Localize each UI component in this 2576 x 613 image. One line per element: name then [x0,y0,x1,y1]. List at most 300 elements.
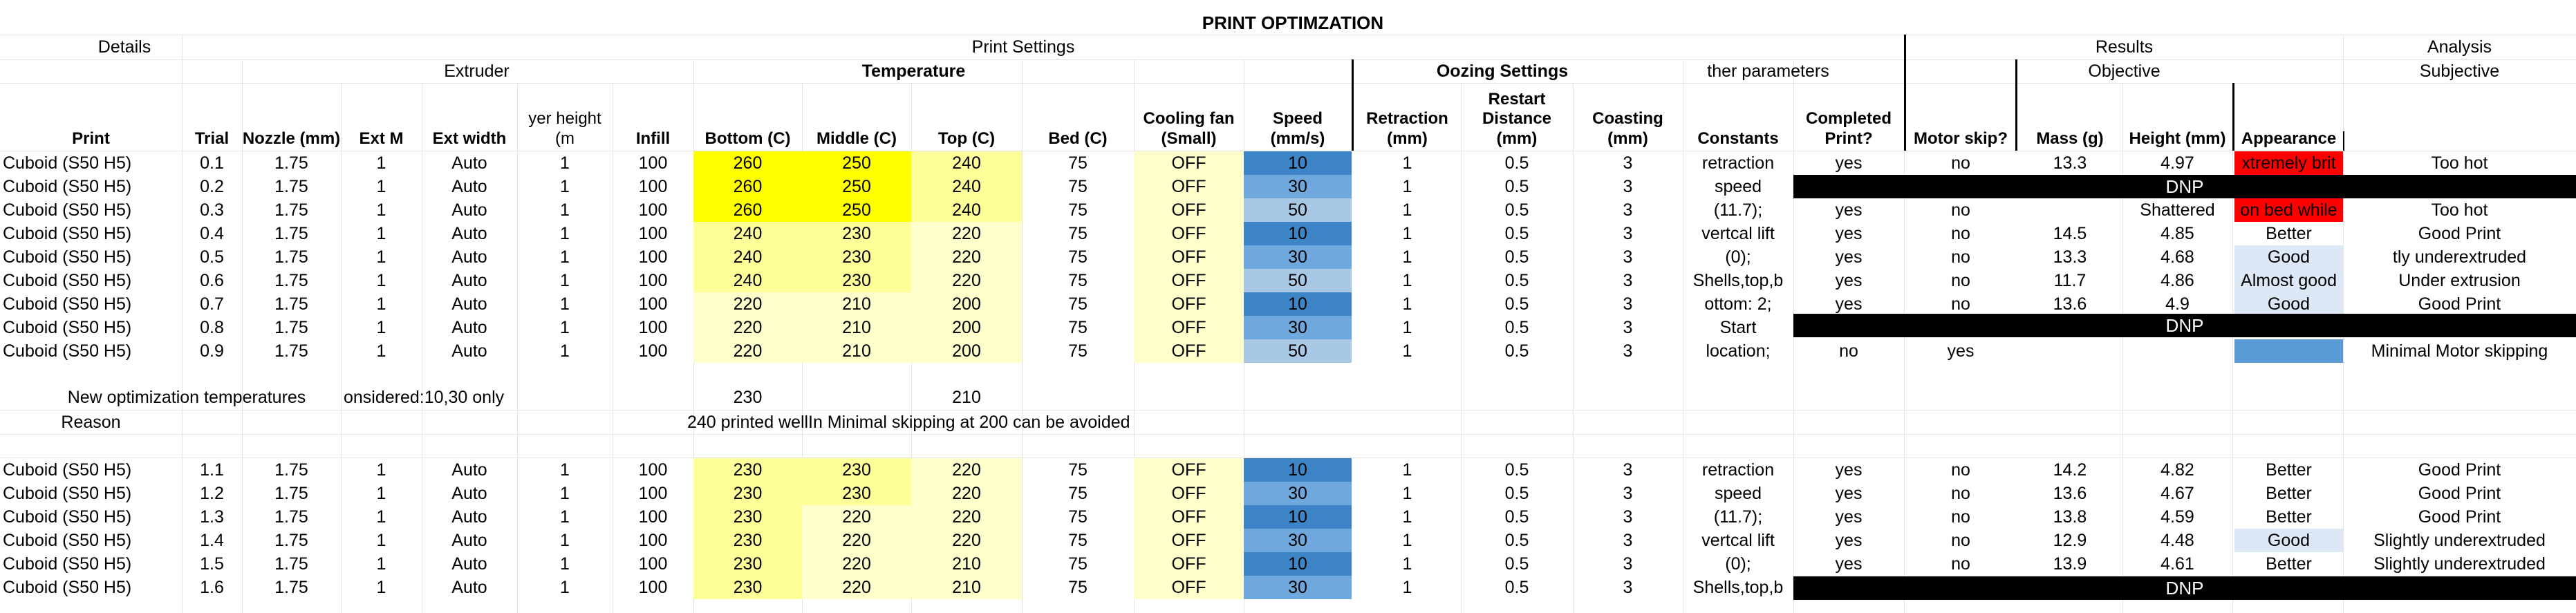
retraction-cell[interactable]: 1 [1402,247,1412,267]
analysis-cell[interactable]: tly underextruded [2392,247,2527,267]
coasting-cell[interactable]: 3 [1623,176,1633,196]
motor-skip-cell[interactable]: no [1951,294,1970,314]
print-cell[interactable]: Cuboid (S50 H5) [3,530,132,550]
coasting-cell[interactable]: 3 [1623,341,1633,361]
bottom-temp-cell[interactable]: 220 [693,339,802,363]
trial-cell[interactable]: 0.2 [200,176,224,196]
bottom-temp-cell[interactable]: 240 [693,222,802,245]
coasting-cell[interactable]: 3 [1623,530,1633,550]
nozzle-cell[interactable]: 1.75 [274,153,308,173]
infill-cell[interactable]: 100 [638,247,668,267]
layer-height-cell[interactable]: 1 [560,176,570,196]
restart-distance-cell[interactable]: 0.5 [1504,554,1529,574]
layer-height-cell[interactable]: 1 [560,341,570,361]
retraction-cell[interactable]: 1 [1402,577,1412,597]
retraction-cell[interactable]: 1 [1402,200,1412,220]
constants-cell[interactable]: (0); [1725,247,1751,267]
mass-cell[interactable]: 13.3 [2053,247,2087,267]
cooling-fan-cell[interactable]: OFF [1134,222,1244,245]
ext-m-cell[interactable]: 1 [376,247,386,267]
appearance-cell[interactable]: Better [2266,507,2312,527]
retraction-cell[interactable]: 1 [1402,460,1412,480]
constants-cell[interactable]: vertcal lift [1701,223,1775,243]
completed-cell[interactable]: yes [1835,483,1863,503]
print-cell[interactable]: Cuboid (S50 H5) [3,554,132,574]
analysis-cell[interactable]: Slightly underextruded [2373,530,2546,550]
constants-cell[interactable]: (11.7); [1713,507,1763,527]
ext-width-cell[interactable]: Auto [451,223,487,243]
infill-cell[interactable]: 100 [638,554,668,574]
motor-skip-cell[interactable]: no [1951,200,1970,220]
motor-skip-cell[interactable]: no [1951,270,1970,290]
mass-cell[interactable]: 13.9 [2053,554,2087,574]
cooling-fan-cell[interactable]: OFF [1134,269,1244,292]
mass-cell[interactable]: 13.3 [2053,153,2087,173]
top-temp-cell[interactable]: 220 [911,529,1022,552]
speed-cell[interactable]: 10 [1244,151,1352,175]
bed-temp-cell[interactable]: 75 [1068,483,1088,503]
ext-m-cell[interactable]: 1 [376,270,386,290]
nozzle-cell[interactable]: 1.75 [274,507,308,527]
trial-cell[interactable]: 0.3 [200,200,224,220]
layer-height-cell[interactable]: 1 [560,294,570,314]
mass-cell[interactable] [2017,339,2122,363]
retraction-cell[interactable]: 1 [1402,341,1412,361]
cooling-fan-cell[interactable]: OFF [1134,552,1244,576]
cooling-fan-cell[interactable]: OFF [1134,175,1244,198]
cooling-fan-cell[interactable]: OFF [1134,458,1244,482]
ext-width-cell[interactable]: Auto [451,507,487,527]
top-temp-cell[interactable]: 200 [911,292,1022,316]
bed-temp-cell[interactable]: 75 [1068,530,1088,550]
restart-distance-cell[interactable]: 0.5 [1504,577,1529,597]
top-temp-cell[interactable]: 200 [911,339,1022,363]
ext-m-cell[interactable]: 1 [376,341,386,361]
restart-distance-cell[interactable]: 0.5 [1504,507,1529,527]
mass-cell[interactable] [2017,198,2122,222]
restart-distance-cell[interactable]: 0.5 [1504,460,1529,480]
retraction-cell[interactable]: 1 [1402,270,1412,290]
motor-skip-cell[interactable]: no [1951,460,1970,480]
infill-cell[interactable]: 100 [638,223,668,243]
top-temp-cell[interactable]: 240 [911,175,1022,198]
appearance-cell[interactable]: Good [2234,529,2343,552]
ext-width-cell[interactable]: Auto [451,530,487,550]
bed-temp-cell[interactable]: 75 [1068,507,1088,527]
height-cell[interactable]: 4.9 [2165,294,2190,314]
speed-cell[interactable]: 30 [1244,529,1352,552]
middle-temp-cell[interactable]: 230 [802,222,911,245]
motor-skip-cell[interactable]: no [1951,530,1970,550]
middle-temp-cell[interactable]: 210 [802,292,911,316]
infill-cell[interactable]: 100 [638,577,668,597]
print-cell[interactable]: Cuboid (S50 H5) [3,507,132,527]
ext-width-cell[interactable]: Auto [451,554,487,574]
infill-cell[interactable]: 100 [638,153,668,173]
top-temp-cell[interactable]: 220 [911,505,1022,529]
coasting-cell[interactable]: 3 [1623,223,1633,243]
layer-height-cell[interactable]: 1 [560,200,570,220]
nozzle-cell[interactable]: 1.75 [274,247,308,267]
ext-width-cell[interactable]: Auto [451,483,487,503]
nozzle-cell[interactable]: 1.75 [274,294,308,314]
retraction-cell[interactable]: 1 [1402,483,1412,503]
ext-m-cell[interactable]: 1 [376,223,386,243]
constants-cell[interactable]: (11.7); [1713,200,1763,220]
print-cell[interactable]: Cuboid (S50 H5) [3,294,132,314]
middle-temp-cell[interactable]: 230 [802,245,911,269]
bed-temp-cell[interactable]: 75 [1068,460,1088,480]
middle-temp-cell[interactable]: 230 [802,482,911,505]
print-cell[interactable]: Cuboid (S50 H5) [3,341,132,361]
completed-cell[interactable]: yes [1835,507,1863,527]
trial-cell[interactable]: 0.8 [200,317,224,337]
bed-temp-cell[interactable]: 75 [1068,200,1088,220]
print-cell[interactable]: Cuboid (S50 H5) [3,270,132,290]
speed-cell[interactable]: 30 [1244,245,1352,269]
cooling-fan-cell[interactable]: OFF [1134,529,1244,552]
speed-cell[interactable]: 30 [1244,576,1352,599]
trial-cell[interactable]: 0.6 [200,270,224,290]
infill-cell[interactable]: 100 [638,507,668,527]
trial-cell[interactable]: 1.5 [200,554,224,574]
height-cell[interactable] [2122,339,2232,363]
bottom-temp-cell[interactable]: 260 [693,151,802,175]
bottom-temp-cell[interactable]: 240 [693,269,802,292]
nozzle-cell[interactable]: 1.75 [274,270,308,290]
bottom-temp-cell[interactable]: 240 [693,245,802,269]
coasting-cell[interactable]: 3 [1623,577,1633,597]
layer-height-cell[interactable]: 1 [560,247,570,267]
print-cell[interactable]: Cuboid (S50 H5) [3,460,132,480]
appearance-cell[interactable]: Better [2266,460,2312,480]
motor-skip-cell[interactable]: no [1951,153,1970,173]
completed-cell[interactable]: yes [1835,270,1863,290]
trial-cell[interactable]: 1.4 [200,530,224,550]
trial-cell[interactable]: 1.6 [200,577,224,597]
speed-cell[interactable]: 10 [1244,222,1352,245]
coasting-cell[interactable]: 3 [1623,153,1633,173]
analysis-cell[interactable]: Slightly underextruded [2373,554,2546,574]
motor-skip-cell[interactable]: no [1951,247,1970,267]
middle-temp-cell[interactable]: 230 [802,458,911,482]
nozzle-cell[interactable]: 1.75 [274,460,308,480]
middle-temp-cell[interactable]: 250 [802,175,911,198]
cooling-fan-cell[interactable]: OFF [1134,339,1244,363]
appearance-cell[interactable] [2234,339,2343,363]
constants-cell[interactable]: retraction [1701,153,1775,173]
trial-cell[interactable]: 1.2 [200,483,224,503]
height-cell[interactable]: 4.82 [2160,460,2194,480]
infill-cell[interactable]: 100 [638,483,668,503]
constants-cell[interactable]: Start [1719,317,1757,337]
constants-cell[interactable]: ottom: 2; [1704,294,1772,314]
nozzle-cell[interactable]: 1.75 [274,577,308,597]
top-temp-cell[interactable]: 210 [911,576,1022,599]
mass-cell[interactable]: 14.5 [2053,223,2087,243]
print-cell[interactable]: Cuboid (S50 H5) [3,223,132,243]
print-cell[interactable]: Cuboid (S50 H5) [3,317,132,337]
analysis-cell[interactable]: Good Print [2418,507,2501,527]
bed-temp-cell[interactable]: 75 [1068,317,1088,337]
constants-cell[interactable]: (0); [1725,554,1751,574]
analysis-cell[interactable]: Minimal Motor skipping [2371,341,2548,361]
ext-width-cell[interactable]: Auto [451,317,487,337]
ext-width-cell[interactable]: Auto [451,577,487,597]
restart-distance-cell[interactable]: 0.5 [1504,223,1529,243]
middle-temp-cell[interactable]: 220 [802,576,911,599]
top-temp-cell[interactable]: 220 [911,482,1022,505]
completed-cell[interactable]: yes [1835,200,1863,220]
appearance-cell[interactable]: on bed while [2234,198,2343,222]
height-cell[interactable]: 4.61 [2160,554,2194,574]
layer-height-cell[interactable]: 1 [560,507,570,527]
print-cell[interactable]: Cuboid (S50 H5) [3,200,132,220]
coasting-cell[interactable]: 3 [1623,200,1633,220]
ext-m-cell[interactable]: 1 [376,530,386,550]
height-cell[interactable]: 4.67 [2160,483,2194,503]
appearance-cell[interactable]: Good [2234,245,2343,269]
appearance-cell[interactable]: Better [2266,223,2312,243]
nozzle-cell[interactable]: 1.75 [274,176,308,196]
restart-distance-cell[interactable]: 0.5 [1504,530,1529,550]
infill-cell[interactable]: 100 [638,317,668,337]
layer-height-cell[interactable]: 1 [560,317,570,337]
ext-width-cell[interactable]: Auto [451,270,487,290]
bottom-temp-cell[interactable]: 260 [693,175,802,198]
bed-temp-cell[interactable]: 75 [1068,247,1088,267]
bed-temp-cell[interactable]: 75 [1068,554,1088,574]
completed-cell[interactable]: yes [1835,460,1863,480]
coasting-cell[interactable]: 3 [1623,294,1633,314]
nozzle-cell[interactable]: 1.75 [274,223,308,243]
motor-skip-cell[interactable]: no [1951,483,1970,503]
ext-width-cell[interactable]: Auto [451,176,487,196]
motor-skip-cell[interactable]: yes [1947,341,1975,361]
trial-cell[interactable]: 0.5 [200,247,224,267]
retraction-cell[interactable]: 1 [1402,153,1412,173]
infill-cell[interactable]: 100 [638,294,668,314]
ext-width-cell[interactable]: Auto [451,460,487,480]
layer-height-cell[interactable]: 1 [560,270,570,290]
analysis-cell[interactable]: Too hot [2431,153,2488,173]
completed-cell[interactable]: yes [1835,530,1863,550]
layer-height-cell[interactable]: 1 [560,223,570,243]
appearance-cell[interactable]: Better [2266,554,2312,574]
nozzle-cell[interactable]: 1.75 [274,554,308,574]
cooling-fan-cell[interactable]: OFF [1134,245,1244,269]
analysis-cell[interactable]: Good Print [2418,294,2501,314]
restart-distance-cell[interactable]: 0.5 [1504,317,1529,337]
nozzle-cell[interactable]: 1.75 [274,317,308,337]
middle-temp-cell[interactable]: 210 [802,339,911,363]
ext-m-cell[interactable]: 1 [376,294,386,314]
ext-width-cell[interactable]: Auto [451,153,487,173]
infill-cell[interactable]: 100 [638,270,668,290]
top-temp-cell[interactable]: 240 [911,198,1022,222]
trial-cell[interactable]: 0.7 [200,294,224,314]
speed-cell[interactable]: 50 [1244,198,1352,222]
speed-cell[interactable]: 30 [1244,175,1352,198]
restart-distance-cell[interactable]: 0.5 [1504,247,1529,267]
speed-cell[interactable]: 10 [1244,458,1352,482]
ext-m-cell[interactable]: 1 [376,460,386,480]
bottom-temp-cell[interactable]: 230 [693,505,802,529]
analysis-cell[interactable]: Under extrusion [2398,270,2521,290]
completed-cell[interactable]: yes [1835,153,1863,173]
mass-cell[interactable]: 13.6 [2053,294,2087,314]
analysis-cell[interactable]: Good Print [2418,460,2501,480]
trial-cell[interactable]: 0.1 [200,153,224,173]
middle-temp-cell[interactable]: 250 [802,198,911,222]
bottom-temp-cell[interactable]: 230 [693,552,802,576]
infill-cell[interactable]: 100 [638,530,668,550]
analysis-cell[interactable]: Too hot [2431,200,2488,220]
middle-temp-cell[interactable]: 230 [802,269,911,292]
constants-cell[interactable]: vertcal lift [1701,530,1775,550]
print-cell[interactable]: Cuboid (S50 H5) [3,483,132,503]
coasting-cell[interactable]: 3 [1623,270,1633,290]
height-cell[interactable]: 4.85 [2160,223,2194,243]
appearance-cell[interactable]: Almost good [2234,269,2343,292]
completed-cell[interactable]: yes [1835,294,1863,314]
top-temp-cell[interactable]: 220 [911,222,1022,245]
ext-m-cell[interactable]: 1 [376,577,386,597]
ext-width-cell[interactable]: Auto [451,341,487,361]
cooling-fan-cell[interactable]: OFF [1134,505,1244,529]
cooling-fan-cell[interactable]: OFF [1134,198,1244,222]
bed-temp-cell[interactable]: 75 [1068,223,1088,243]
speed-cell[interactable]: 10 [1244,505,1352,529]
infill-cell[interactable]: 100 [638,460,668,480]
speed-cell[interactable]: 50 [1244,339,1352,363]
layer-height-cell[interactable]: 1 [560,153,570,173]
trial-cell[interactable]: 0.9 [200,341,224,361]
print-cell[interactable]: Cuboid (S50 H5) [3,247,132,267]
coasting-cell[interactable]: 3 [1623,460,1633,480]
infill-cell[interactable]: 100 [638,341,668,361]
retraction-cell[interactable]: 1 [1402,294,1412,314]
restart-distance-cell[interactable]: 0.5 [1504,153,1529,173]
constants-cell[interactable]: retraction [1701,460,1775,480]
ext-m-cell[interactable]: 1 [376,200,386,220]
mass-cell[interactable]: 13.8 [2053,507,2087,527]
ext-width-cell[interactable]: Auto [451,294,487,314]
restart-distance-cell[interactable]: 0.5 [1504,200,1529,220]
appearance-cell[interactable]: Good [2234,292,2343,316]
appearance-cell[interactable]: Better [2266,483,2312,503]
ext-width-cell[interactable]: Auto [451,200,487,220]
restart-distance-cell[interactable]: 0.5 [1504,270,1529,290]
layer-height-cell[interactable]: 1 [560,554,570,574]
ext-m-cell[interactable]: 1 [376,507,386,527]
layer-height-cell[interactable]: 1 [560,460,570,480]
infill-cell[interactable]: 100 [638,176,668,196]
completed-cell[interactable]: yes [1835,554,1863,574]
restart-distance-cell[interactable]: 0.5 [1504,341,1529,361]
height-cell[interactable]: 4.86 [2160,270,2194,290]
height-cell[interactable]: 4.68 [2160,247,2194,267]
constants-cell[interactable]: location; [1706,341,1771,361]
top-temp-cell[interactable]: 240 [911,151,1022,175]
analysis-cell[interactable]: Good Print [2418,223,2501,243]
bed-temp-cell[interactable]: 75 [1068,153,1088,173]
speed-cell[interactable]: 30 [1244,482,1352,505]
middle-temp-cell[interactable]: 220 [802,505,911,529]
nozzle-cell[interactable]: 1.75 [274,530,308,550]
completed-cell[interactable]: yes [1835,223,1863,243]
coasting-cell[interactable]: 3 [1623,483,1633,503]
ext-m-cell[interactable]: 1 [376,153,386,173]
constants-cell[interactable]: Shells,top,b [1692,270,1784,290]
coasting-cell[interactable]: 3 [1623,317,1633,337]
mass-cell[interactable]: 12.9 [2053,530,2087,550]
coasting-cell[interactable]: 3 [1623,247,1633,267]
print-cell[interactable]: Cuboid (S50 H5) [3,153,132,173]
bed-temp-cell[interactable]: 75 [1068,176,1088,196]
mass-cell[interactable]: 11.7 [2053,270,2087,290]
nozzle-cell[interactable]: 1.75 [274,483,308,503]
ext-width-cell[interactable]: Auto [451,247,487,267]
bottom-temp-cell[interactable]: 230 [693,576,802,599]
speed-cell[interactable]: 10 [1244,552,1352,576]
retraction-cell[interactable]: 1 [1402,223,1412,243]
mass-cell[interactable]: 13.6 [2053,483,2087,503]
cooling-fan-cell[interactable]: OFF [1134,316,1244,339]
ext-m-cell[interactable]: 1 [376,554,386,574]
ext-m-cell[interactable]: 1 [376,483,386,503]
retraction-cell[interactable]: 1 [1402,530,1412,550]
top-temp-cell[interactable]: 200 [911,316,1022,339]
restart-distance-cell[interactable]: 0.5 [1504,294,1529,314]
cooling-fan-cell[interactable]: OFF [1134,576,1244,599]
speed-cell[interactable]: 50 [1244,269,1352,292]
middle-temp-cell[interactable]: 250 [802,151,911,175]
infill-cell[interactable]: 100 [638,200,668,220]
retraction-cell[interactable]: 1 [1402,507,1412,527]
retraction-cell[interactable]: 1 [1402,317,1412,337]
middle-temp-cell[interactable]: 220 [802,529,911,552]
height-cell[interactable]: Shattered [2140,200,2215,220]
analysis-cell[interactable]: Good Print [2418,483,2501,503]
print-cell[interactable]: Cuboid (S50 H5) [3,176,132,196]
top-temp-cell[interactable]: 220 [911,458,1022,482]
bottom-temp-cell[interactable]: 260 [693,198,802,222]
ext-m-cell[interactable]: 1 [376,317,386,337]
print-cell[interactable]: Cuboid (S50 H5) [3,577,132,597]
height-cell[interactable]: 4.97 [2160,153,2194,173]
nozzle-cell[interactable]: 1.75 [274,341,308,361]
top-temp-cell[interactable]: 220 [911,269,1022,292]
cooling-fan-cell[interactable]: OFF [1134,292,1244,316]
bed-temp-cell[interactable]: 75 [1068,577,1088,597]
bottom-temp-cell[interactable]: 220 [693,316,802,339]
height-cell[interactable]: 4.48 [2160,530,2194,550]
coasting-cell[interactable]: 3 [1623,507,1633,527]
layer-height-cell[interactable]: 1 [560,577,570,597]
bed-temp-cell[interactable]: 75 [1068,294,1088,314]
constants-cell[interactable]: speed [1714,176,1762,196]
motor-skip-cell[interactable]: no [1951,223,1970,243]
middle-temp-cell[interactable]: 220 [802,552,911,576]
trial-cell[interactable]: 1.1 [200,460,224,480]
restart-distance-cell[interactable]: 0.5 [1504,176,1529,196]
layer-height-cell[interactable]: 1 [560,483,570,503]
retraction-cell[interactable]: 1 [1402,176,1412,196]
trial-cell[interactable]: 1.3 [200,507,224,527]
top-temp-cell[interactable]: 220 [911,245,1022,269]
appearance-cell[interactable]: xtremely brit [2234,151,2343,175]
